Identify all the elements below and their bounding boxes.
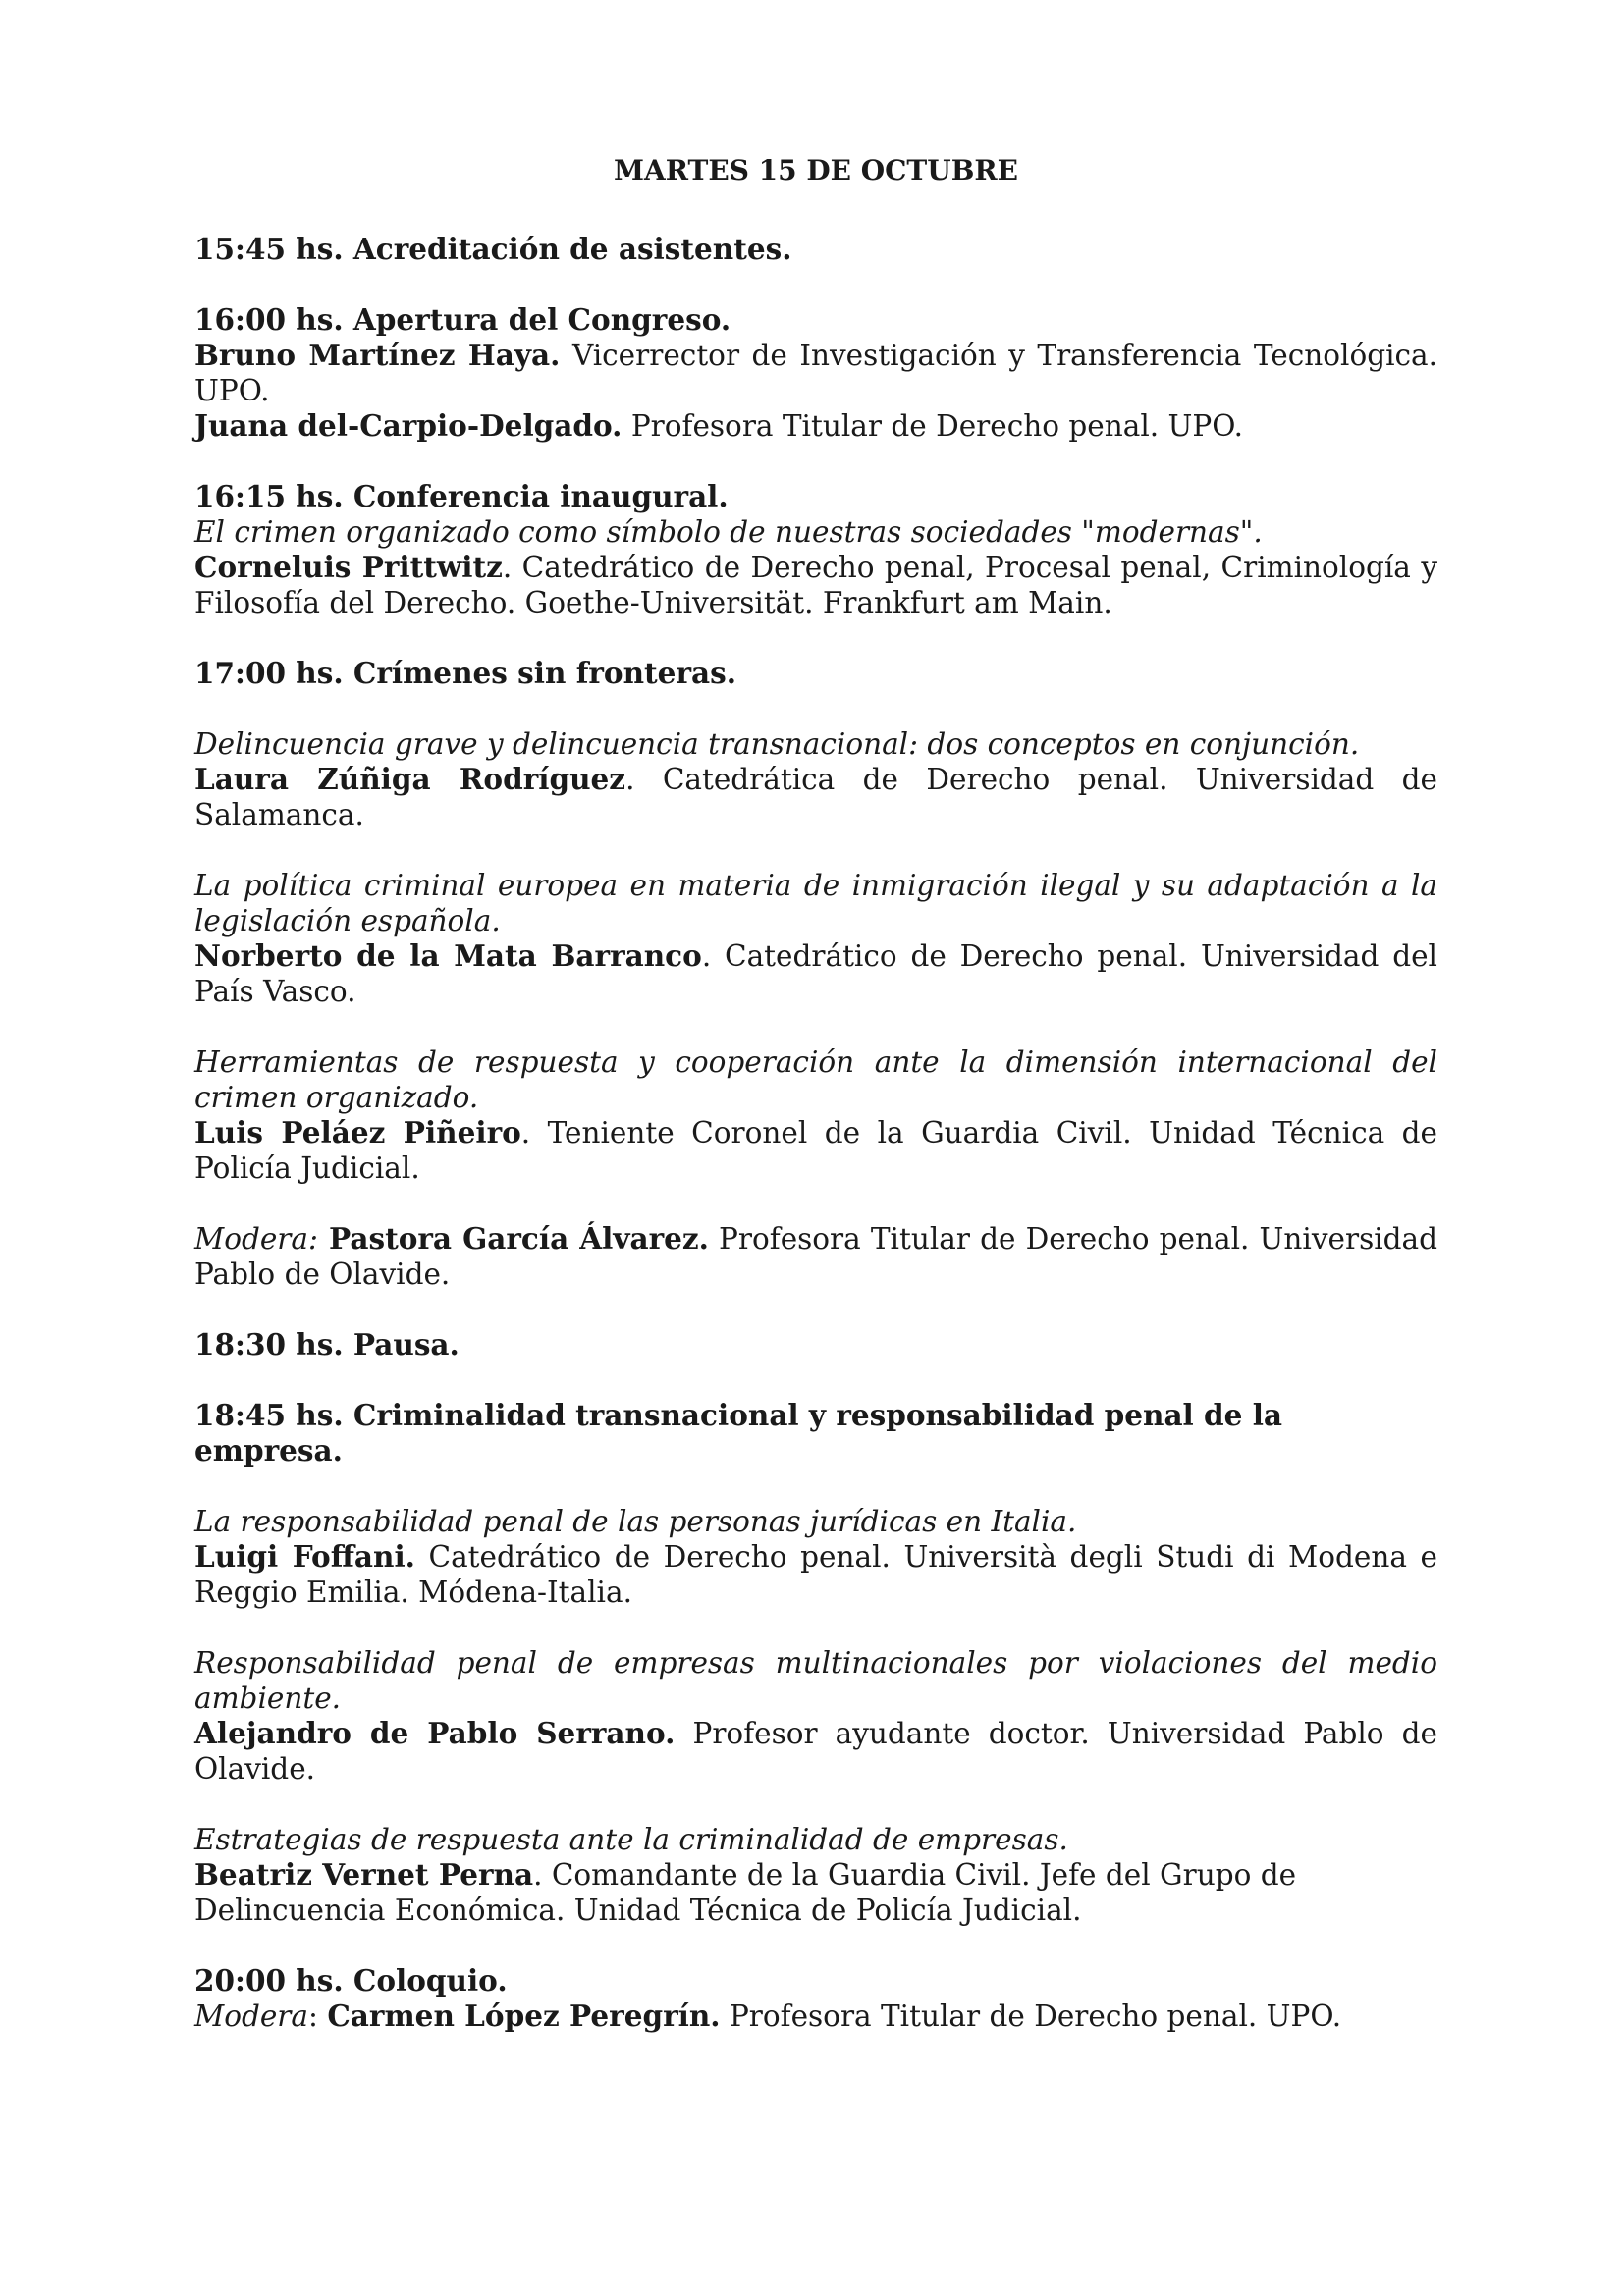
talk-title: La política criminal europea en materia de inmigración ilegal y su adaptación a la legislación española. [194,869,1437,937]
speaker-line [194,1857,1437,1928]
session-head: 15:45 hs. Acreditación de asistentes. [194,232,792,266]
session-head: 17:00 hs. Crímenes sin fronteras. [194,656,736,690]
speaker-name: Corneluis Prittwitz [194,550,503,584]
speaker-affiliation: Profesor ayudante doctor. Universidad Pablo de Olavide. [194,1717,1437,1786]
session-head: 18:45 hs. Criminalidad transnacional y responsabilidad penal de la empresa. [194,1398,1283,1468]
speaker-name: Laura Zúñiga Rodríguez [194,762,626,796]
speaker-line [194,550,1437,620]
speaker-affiliation: Catedrático de Derecho penal. Università degli Studi di Modena e Reggio Emilia. Módena-Italia. [194,1540,1437,1609]
speaker-affiliation: . Catedrático de Derecho penal, Procesal penal, Criminología y Filosofía del Derecho. Goethe-Universität. Frankfurt am Main. [194,551,1437,619]
speaker-name: Alejandro de Pablo Serrano. [194,1716,676,1750]
speaker-line [194,938,1437,1009]
speaker-line [194,408,1437,444]
spacer [194,1468,1437,1504]
session-head: 16:15 hs. Conferencia inaugural. [194,479,729,513]
speaker-affiliation: Profesora Titular de Derecho penal. UPO. [622,409,1244,443]
session-accreditation [194,232,1437,267]
moderator-line [194,1221,1437,1292]
moderator-name: Carmen López Peregrín. [327,1999,721,2033]
session-head: 20:00 hs. Coloquio. [194,1963,508,1998]
speaker-name: Beatriz Vernet Perna [194,1857,534,1892]
talk-title: Herramientas de respuesta y cooperación ante la dimensión internacional del crimen organizado. [194,1045,1437,1114]
talk [194,868,1437,1009]
moderator-label: Modera [194,2000,308,2033]
talk [194,1504,1437,1610]
speaker-name: Juana del-Carpio-Delgado. [194,408,623,443]
moderator-line [194,1999,1437,2034]
speaker-line [194,1115,1437,1186]
talk [194,1822,1437,1928]
talk [194,1645,1437,1787]
session-head: 16:00 hs. Apertura del Congreso. [194,302,731,337]
spacer [194,691,1437,726]
speaker-line [194,762,1437,832]
session-head: 18:30 hs. Pausa. [194,1327,460,1362]
session-inaugural-lecture [194,479,1437,620]
speaker-affiliation: . Comandante de la Guardia Civil. Jefe del Grupo de Delincuencia Económica. Unidad Técnica de Policía Judicial. [194,1858,1297,1927]
speaker-affiliation: . Teniente Coronel de la Guardia Civil. Unidad Técnica de Policía Judicial. [194,1116,1437,1185]
speaker-name: Luis Peláez Piñeiro [194,1115,521,1149]
program-content [194,153,1437,2034]
moderator-label: Modera: [194,1222,318,1255]
day-title: MARTES 15 DE OCTUBRE [614,154,1018,187]
moderator-affiliation: Profesora Titular de Derecho penal. UPO. [720,2000,1342,2033]
talk-title: Responsabilidad penal de empresas multinacionales por violaciones del medio ambiente. [194,1646,1437,1715]
session-corporate-criminality [194,1398,1437,1928]
session-break [194,1327,1437,1362]
talk-title: Delincuencia grave y delincuencia transnacional: dos conceptos en conjunción. [194,727,1360,761]
moderator-affiliation: Profesora Titular de Derecho penal. Universidad Pablo de Olavide. [194,1222,1437,1291]
speaker-name: Luigi Foffani. [194,1539,415,1574]
session-crimes-without-borders [194,656,1437,1292]
talk-title: La responsabilidad penal de las personas jurídicas en Italia. [194,1505,1077,1538]
speaker-line [194,1539,1437,1610]
speaker-affiliation: Vicerrector de Investigación y Transferencia Tecnológica. UPO. [194,339,1438,407]
speaker-line [194,338,1437,408]
talk [194,726,1437,832]
talk-title: Estrategias de respuesta ante la criminalidad de empresas. [194,1823,1068,1856]
session-opening [194,302,1437,444]
talk-title: El crimen organizado como símbolo de nuestras sociedades "modernas". [194,515,1263,549]
speaker-affiliation: . Catedrática de Derecho penal. Universidad de Salamanca. [194,763,1437,831]
moderator-name: Pastora García Álvarez. [317,1221,709,1255]
talk [194,1044,1437,1186]
speaker-name: Bruno Martínez Haya. [194,338,561,372]
speaker-line [194,1716,1437,1787]
speaker-name: Norberto de la Mata Barranco [194,938,702,973]
moderator-separator: : [308,2000,328,2033]
session-colloquium [194,1963,1437,2034]
speaker-affiliation: . Catedrático de Derecho penal. Universidad del País Vasco. [194,939,1437,1008]
